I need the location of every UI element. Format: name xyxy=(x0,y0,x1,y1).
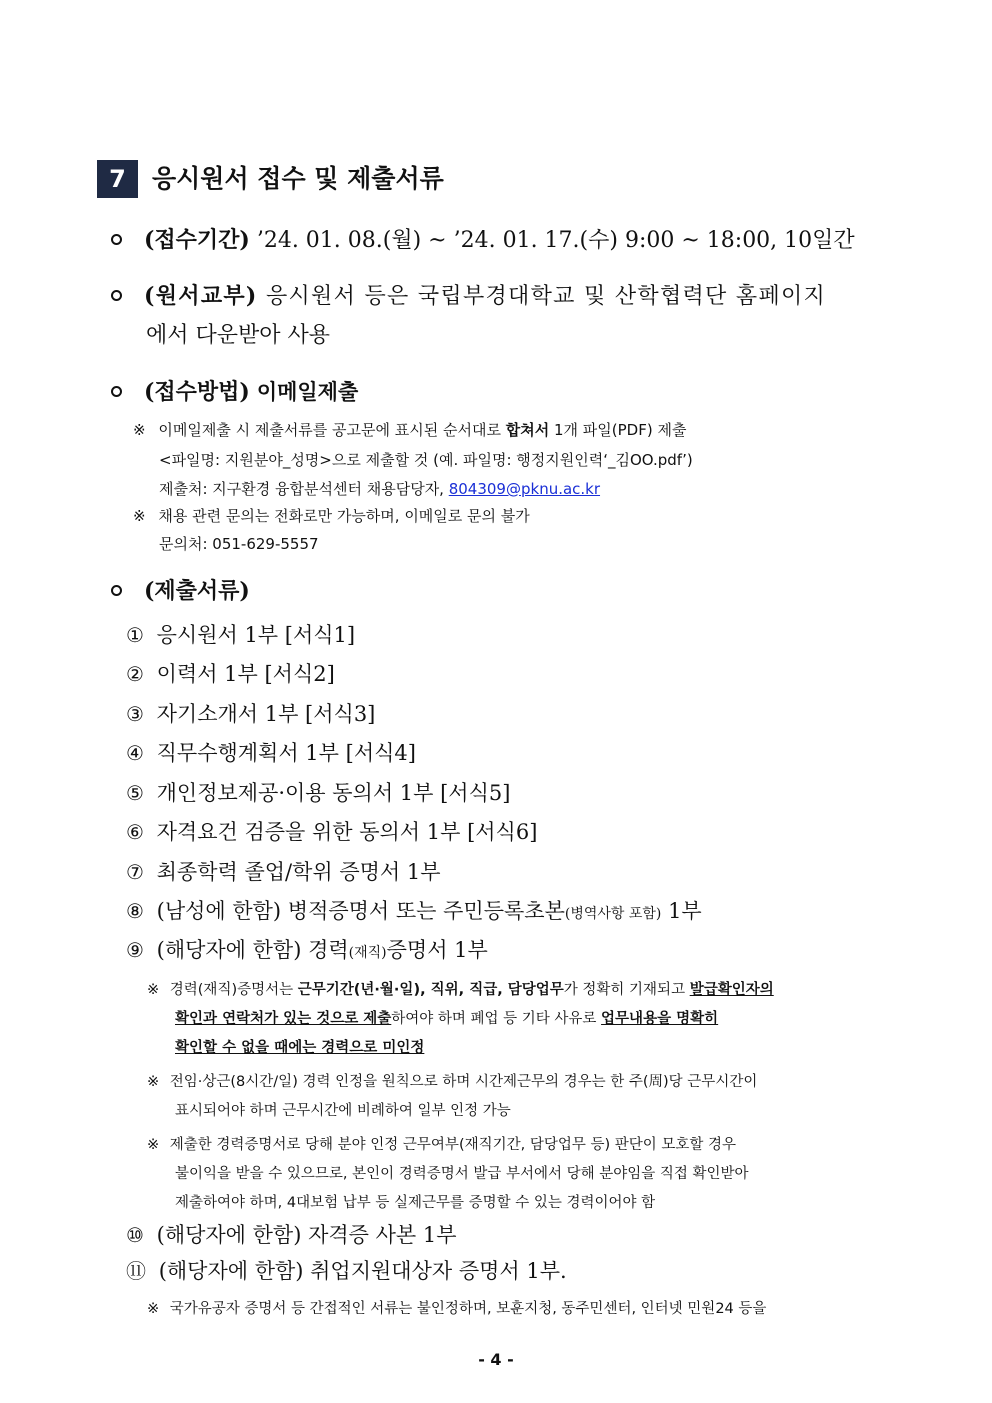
item-text: 자격요건 검증을 위한 동의서 1부 [서식6] xyxy=(156,820,538,844)
list-item xyxy=(126,737,416,767)
item-text: 1부 xyxy=(661,899,702,923)
career-note-1-line-2 xyxy=(175,1007,718,1028)
list-item xyxy=(126,895,702,925)
form-line-1 xyxy=(144,279,826,310)
item-text: 개인정보제공·이용 동의서 1부 [서식5] xyxy=(156,781,511,805)
note-text: 이메일제출 시 제출서류를 공고문에 표시된 순서대로 xyxy=(158,421,506,439)
note-text: 하여야 하며 폐업 등 기타 사유로 xyxy=(391,1011,602,1027)
bullet-icon xyxy=(111,585,122,596)
item-text: (해당자에 한함) 자격증 사본 1부 xyxy=(156,1223,457,1247)
item-number: ⑥ xyxy=(126,820,144,844)
note-text: 제출처: 지구환경 융합분석센터 채용담당자, xyxy=(159,480,449,498)
item-subtext: (재직) xyxy=(348,945,387,961)
note-emphasis: 합쳐서 xyxy=(505,421,550,439)
note-text: 1개 파일(PDF) 제출 xyxy=(549,421,687,439)
career-note-2-line-2: 표시되어야 하며 근무시간에 비례하여 일부 인정 가능 xyxy=(175,1103,511,1119)
item-number: ④ xyxy=(126,741,144,765)
career-note-3-line-3: 제출하여야 하며, 4대보험 납부 등 실제근무를 증명할 수 있는 경력이어야 함 xyxy=(175,1195,656,1211)
career-note-3-line-2: 불이익을 받을 수 있으므로, 본인이 경력증명서 발급 부서에서 당해 분야임을 직접 확인받아 xyxy=(175,1166,749,1182)
method-note-1-line-1 xyxy=(133,419,686,440)
item-text: (해당자에 한함) 취업지원대상자 증명서 1부. xyxy=(158,1259,567,1283)
note-text: 경력(재직)증명서는 xyxy=(169,982,298,998)
item-number: ③ xyxy=(126,702,144,726)
note-emphasis: 발급확인자의 xyxy=(689,982,774,998)
note-text: 국가유공자 증명서 등 간접적인 서류는 불인정하며, 보훈지청, 동주민센터, 인터넷 민원24 등을 xyxy=(169,1301,767,1317)
career-note-1-line-3: 확인할 수 없을 때에는 경력으로 미인정 xyxy=(175,1040,425,1056)
method-note-1-line-3 xyxy=(159,478,600,499)
list-item xyxy=(126,856,441,886)
method-note-2-line-2: 문의처: 051-629-5557 xyxy=(159,535,319,553)
note-text: 가 정확히 기재되고 xyxy=(563,982,690,998)
item-text: 이력서 1부 [서식2] xyxy=(156,662,335,686)
list-item xyxy=(126,1219,457,1249)
note-text: 전임·상근(8시간/일) 경력 인정을 원칙으로 하며 시간제근무의 경우는 한 주(周)당 근무시간이 xyxy=(169,1074,758,1090)
bullet-icon xyxy=(111,386,122,397)
method-label: (접수방법) xyxy=(144,379,250,405)
method-note-1-line-2: <파일명: 지원분야_성명>으로 제출할 것 (예. 파일명: 행정지원인력‘_김OO.pdf’) xyxy=(159,451,693,469)
last-note xyxy=(147,1297,766,1318)
note-mark: ※ xyxy=(147,1137,160,1153)
section-number: 7 xyxy=(97,160,138,198)
method-value: 이메일제출 xyxy=(256,380,359,404)
item-text: 자기소개서 1부 [서식3] xyxy=(156,702,376,726)
item-number: ⑧ xyxy=(126,899,144,923)
form-text-1: 응시원서 등은 국립부경대학교 및 산학협력단 홈페이지 xyxy=(265,284,827,309)
item-number: ⑦ xyxy=(126,860,144,884)
period-text: ’24. 01. 08.(월) ~ ’24. 01. 17.(수) 9:00 ~ 18:00, 10일간 xyxy=(256,228,855,253)
form-label: (원서교부) xyxy=(144,283,258,309)
note-text: 제출한 경력증명서로 당해 분야 인정 근무여부(재직기간, 담당업무 등) 판단이 모호할 경우 xyxy=(169,1137,737,1153)
item-number: ② xyxy=(126,662,144,686)
note-text: 채용 관련 문의는 전화로만 가능하며, 이메일로 문의 불가 xyxy=(158,507,530,525)
note-emphasis: 확인과 연락처가 있는 것으로 제출 xyxy=(175,1011,392,1027)
item-number: ⑪ xyxy=(126,1259,146,1283)
list-item xyxy=(126,698,375,728)
item-number: ⑤ xyxy=(126,781,144,805)
item-number: ① xyxy=(126,623,144,647)
list-item xyxy=(126,777,510,807)
form-line-2: 에서 다운받아 사용 xyxy=(146,323,331,348)
list-item xyxy=(126,934,488,964)
bullet-icon xyxy=(111,290,122,301)
item-text: 증명서 1부 xyxy=(386,938,488,962)
period-line xyxy=(144,223,855,254)
item-number: ⑨ xyxy=(126,938,144,962)
period-label: (접수기간) xyxy=(144,227,250,253)
item-text: 최종학력 졸업/학위 증명서 1부 xyxy=(156,860,441,884)
list-item xyxy=(126,619,355,649)
list-item xyxy=(126,1255,567,1285)
career-note-3-line-1 xyxy=(147,1133,736,1154)
note-mark: ※ xyxy=(147,1074,160,1090)
method-line xyxy=(144,375,358,406)
list-item xyxy=(126,816,537,846)
method-note-2-line-1 xyxy=(133,505,530,526)
note-mark: ※ xyxy=(133,421,146,439)
note-mark: ※ xyxy=(147,1301,160,1317)
item-text: 응시원서 1부 [서식1] xyxy=(156,623,356,647)
career-note-1-line-1 xyxy=(147,978,774,999)
documents-label: (제출서류) xyxy=(144,578,250,604)
item-text: (남성에 한함) 병적증명서 또는 주민등록초본 xyxy=(156,899,565,923)
item-subtext: (병역사항 포함) xyxy=(564,906,662,922)
note-emphasis: 업무내용을 명확히 xyxy=(601,1011,719,1027)
bullet-icon xyxy=(111,234,122,245)
career-note-2-line-1 xyxy=(147,1070,757,1091)
section-title: 응시원서 접수 및 제출서류 xyxy=(152,164,444,193)
note-mark: ※ xyxy=(133,507,146,525)
note-emphasis: 근무기간(년·월·일), 직위, 직급, 담당업무 xyxy=(297,982,564,998)
item-text: 직무수행계획서 1부 [서식4] xyxy=(156,741,416,765)
item-text: (해당자에 한함) 경력 xyxy=(156,938,349,962)
note-mark: ※ xyxy=(147,982,160,998)
list-item xyxy=(126,658,335,688)
email-link[interactable]: 804309@pknu.ac.kr xyxy=(448,480,601,498)
item-number: ⑩ xyxy=(126,1223,144,1247)
page-number: - 4 - xyxy=(478,1350,514,1369)
